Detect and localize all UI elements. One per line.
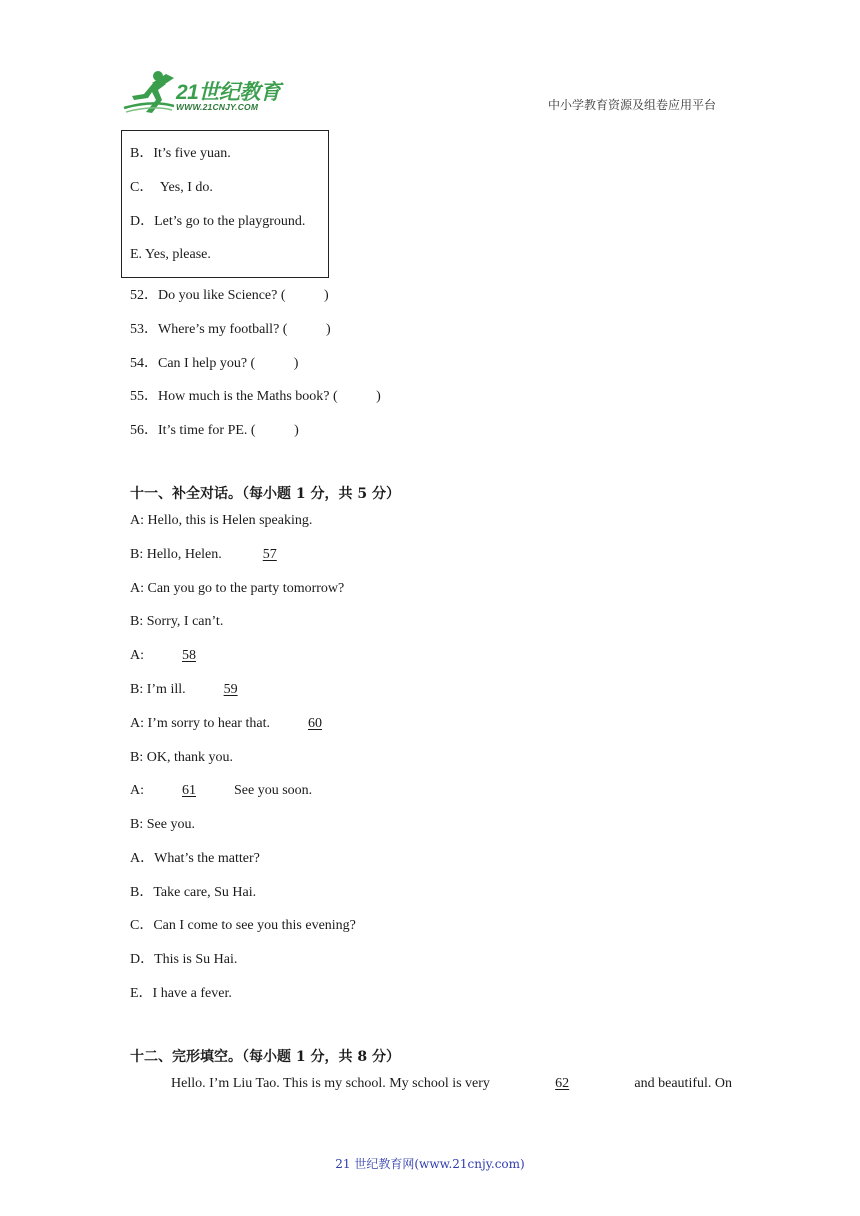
section-11-title: 十一、补全对话。（每小题 1 分，共 5 分）: [130, 486, 400, 502]
question-55: 55．How much is the Maths book? ( ): [130, 389, 381, 404]
dialogue-text: A:: [130, 648, 151, 663]
logo-subtext: WWW.21CNJY.COM: [176, 102, 259, 112]
dialogue-line: [130, 715, 353, 733]
dialogue-text: B: See you.: [130, 817, 195, 832]
question-56: 56．It’s time for PE. ( ): [130, 423, 299, 438]
dialogue-text: B: I’m ill.: [130, 682, 193, 697]
dialogue-option-e: E．I have a fever.: [130, 986, 232, 1001]
answer-blank-57[interactable]: 57: [262, 547, 277, 562]
option-e: E. Yes, please.: [130, 247, 211, 262]
dialogue-line: [130, 749, 233, 767]
dialogue-text: A:: [130, 783, 151, 798]
dialogue-text-after: See you soon.: [227, 783, 313, 798]
dialogue-option-b: B．Take care, Su Hai.: [130, 885, 257, 900]
dialogue-option-d: D．This is Su Hai.: [130, 952, 238, 967]
passage-text: Hello. I’m Liu Tao. This is my school. My school is very: [171, 1076, 490, 1091]
dialogue-text: B: OK, thank you.: [130, 750, 234, 765]
dialogue-line: [130, 647, 227, 665]
dialogue-line: [130, 512, 312, 530]
logo-text: 21世纪教育: [176, 81, 281, 104]
question-53: 53．Where’s my football? ( ): [130, 322, 331, 337]
dialogue-line: [130, 816, 195, 834]
answer-blank-58[interactable]: 58: [182, 648, 196, 663]
dialogue-text: A: Hello, this is Helen speaking.: [130, 513, 313, 528]
answer-blank-59[interactable]: 59: [223, 682, 238, 697]
passage-text-after: and beautiful. On: [634, 1076, 732, 1091]
option-b: B．It’s five yuan.: [130, 146, 231, 161]
dialogue-option-c: C．Can I come to see you this evening?: [130, 918, 356, 933]
platform-name: 中小学教育资源及组卷应用平台: [548, 98, 717, 112]
dialogue-text: A: I’m sorry to hear that.: [130, 716, 277, 731]
dialogue-option-a: A．What’s the matter?: [130, 851, 260, 866]
dialogue-line: [130, 681, 269, 699]
answer-blank-60[interactable]: 60: [307, 716, 322, 731]
question-54: 54．Can I help you? ( ): [130, 356, 299, 371]
answer-blank-61[interactable]: 61: [182, 783, 196, 798]
page-footer: 21 世纪教育网(www.21cnjy.com): [335, 1157, 525, 1171]
question-52: 52．Do you like Science? ( ): [130, 288, 329, 303]
passage-line: [171, 1075, 732, 1093]
dialogue-text: A: Can you go to the party tomorrow?: [130, 581, 345, 596]
dialogue-text: B: Hello, Helen.: [130, 547, 229, 562]
dialogue-text: B: Sorry, I can’t.: [130, 614, 224, 629]
option-c: C． Yes, I do.: [130, 180, 213, 195]
dialogue-line: [130, 613, 223, 631]
section-12-title: 十二、完形填空。（每小题 1 分，共 8 分）: [130, 1049, 400, 1065]
dialogue-line: [130, 546, 311, 564]
dialogue-line: [130, 782, 312, 800]
option-d: D．Let’s go to the playground.: [130, 214, 306, 229]
dialogue-line: [130, 580, 344, 598]
answer-blank-62[interactable]: 62: [555, 1076, 570, 1091]
